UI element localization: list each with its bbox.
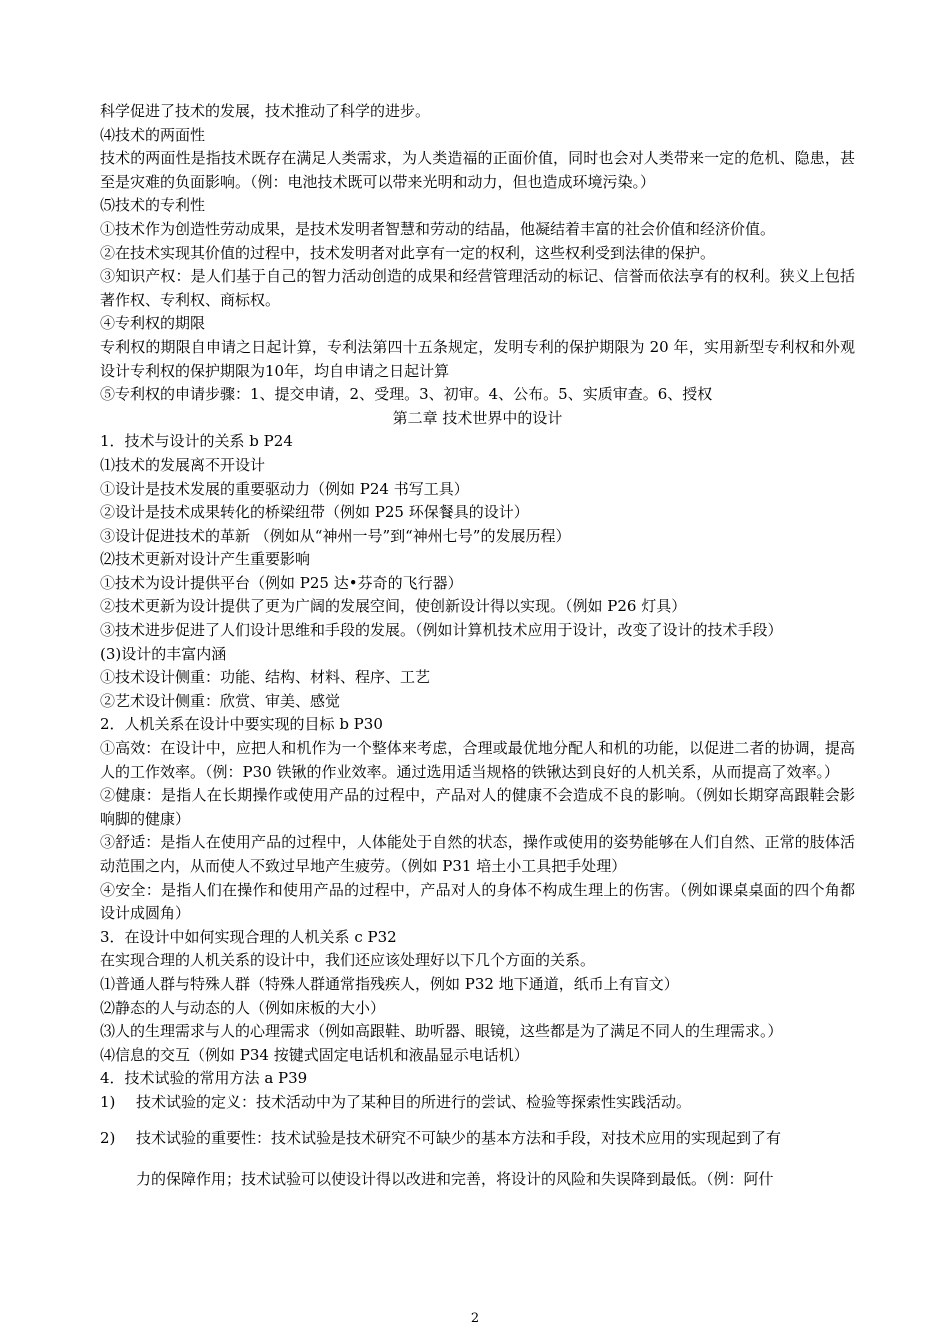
item-number: 2): [100, 1128, 116, 1147]
paragraph: ②健康：是指人在长期操作或使用产品的过程中，产品对人的健康不会造成不良的影响。（例如长期穿高跟鞋会影响脚的健康）: [100, 786, 855, 828]
paragraph: 技术的两面性是指技术既存在满足人类需求，为人类造福的正面价值，同时也会对人类带来一定的危机、隐患，甚至是灾难的负面影响。（例：电池技术既可以带来光明和动力，但也造成环境污染。）: [100, 149, 855, 191]
numbered-item: [100, 1091, 855, 1115]
page-content: [100, 100, 855, 1192]
item-text: 技术试验的定义：技术活动中为了某种目的所进行的尝试、检验等探索性实践活动。: [136, 1092, 692, 1111]
text-line: ②设计是技术成果转化的桥梁纽带（例如 P25 环保餐具的设计）: [100, 503, 529, 522]
paragraph: ④安全：是指人们在操作和使用产品的过程中，产品对人的身体不构成生理上的伤害。（例如课桌桌面的四个角都设计成圆角）: [100, 880, 855, 923]
text-line: ⑷信息的交互（例如 P34 按键式固定电话机和液晶显示电话机）: [100, 1045, 529, 1064]
text-line: (3)设计的丰富内涵: [100, 644, 227, 663]
text-line: ⑶人的生理需求与人的心理需求（例如高跟鞋、助听器、眼镜，这些都是为了满足不同人的生理需求。）: [100, 1022, 783, 1041]
paragraph: 专利权的期限自申请之日起计算，专利法第四十五条规定，发明专利的保护期限为 20 年，实用新型专利权和外观设计专利权的保护期限为10年，均自申请之日起计算: [100, 337, 855, 380]
text-line: ①技术设计侧重：功能、结构、材料、程序、工艺: [100, 668, 431, 687]
text-line: ⑵技术更新对设计产生重要影响: [100, 550, 311, 569]
text-line: ②技术更新为设计提供了更为广阔的发展空间，使创新设计得以实现。（例如 P26 灯具）: [100, 597, 687, 616]
text-line: ①技术作为创造性劳动成果，是技术发明者智慧和劳动的结晶，他凝结着丰富的社会价值和经济价值。: [100, 219, 776, 238]
text-line: ②在技术实现其价值的过程中，技术发明者对此享有一定的权利，这些权利受到法律的保护。: [100, 243, 716, 262]
section-heading: 2．人机关系在设计中要实现的目标 b P30: [100, 715, 383, 734]
section-heading: ⑷技术的两面性: [100, 125, 206, 144]
section-heading: ⑸技术的专利性: [100, 196, 206, 215]
text-line: ①设计是技术发展的重要驱动力（例如 P24 书写工具）: [100, 479, 469, 498]
text-line: ⑴普通人群与特殊人群（特殊人群通常指残疾人，例如 P32 地下通道，纸币上有盲文）: [100, 974, 679, 993]
page-number: 2: [470, 1311, 480, 1326]
text-line: 在实现合理的人机关系的设计中，我们还应该处理好以下几个方面的关系。: [100, 951, 596, 970]
item-text: 技术试验的重要性：技术试验是技术研究不可缺少的基本方法和手段，对技术应用的实现起到了有: [136, 1128, 782, 1147]
text-line: 科学促进了技术的发展，技术推动了科学的进步。: [100, 102, 431, 120]
text-line: ④专利权的期限: [100, 314, 206, 333]
text-line: ①技术为设计提供平台（例如 P25 达•芬奇的飞行器）: [100, 573, 463, 592]
text-line: ⑤专利权的申请步骤：1、提交申请，2、受理。3、初审。4、公布。5、实质审查。6、授权: [100, 385, 713, 404]
text-line: ⑴技术的发展离不开设计: [100, 455, 266, 474]
section-heading: 3．在设计中如何实现合理的人机关系 c P32: [100, 927, 397, 946]
text-line: ②艺术设计侧重：欣赏、审美、感觉: [100, 691, 341, 710]
chapter-title: 第二章 技术世界中的设计: [392, 408, 563, 427]
item-number: 1): [100, 1092, 116, 1111]
text-line: ③技术进步促进了人们设计思维和手段的发展。（例如计算机技术应用于设计，改变了设计的技术手段）: [100, 621, 783, 640]
text-line: ⑵静态的人与动态的人（例如床板的大小）: [100, 998, 386, 1017]
section-heading: 1．技术与设计的关系 b P24: [100, 432, 293, 451]
text-line: ③设计促进技术的革新 （例如从“神州一号”到“神州七号”的发展历程）: [100, 526, 571, 545]
paragraph: ③知识产权：是人们基于自己的智力活动创造的成果和经营管理活动的标记、信誉而依法享有的权利。狭义上包括著作权、专利权、商标权。: [100, 267, 855, 309]
item-continuation: 力的保障作用；技术试验可以使设计得以改进和完善，将设计的风险和失误降到最低。（例：阿什: [136, 1170, 774, 1189]
section-heading: 4．技术试验的常用方法 a P39: [100, 1069, 308, 1088]
paragraph: ①高效：在设计中，应把人和机作为一个整体来考虑，合理或最优地分配人和机的功能，以促进二者的协调，提高人的工作效率。（例：P30 铁锹的作业效率。通过选用适当规格的铁锹达到良好的人机关系，从而提高了效率。）: [100, 739, 855, 781]
paragraph: ③舒适：是指人在使用产品的过程中，人体能处于自然的状态，操作或使用的姿势能够在人们自然、正常的肢体活动范围之内，从而使人不致过早地产生疲劳。（例如 P31 培土小工具把手处理）: [100, 833, 855, 875]
numbered-item: [100, 1127, 855, 1151]
